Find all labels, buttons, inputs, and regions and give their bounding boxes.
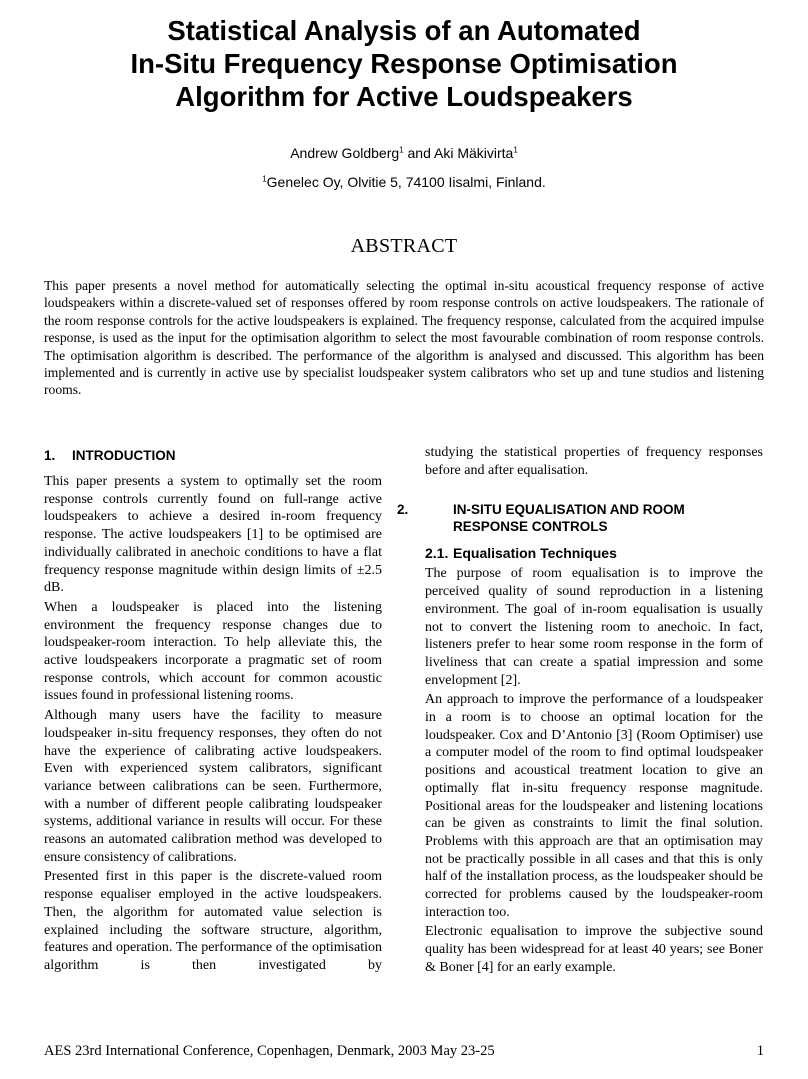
paragraph: This paper presents a system to optimally set the room response controls currently found on full-range active loudspeakers to achieve a desired in-room frequency response. The active loudspeakers [1] to be optimised are individually calibrated in anechoic conditions to have a flat frequency response magnitude within design limits of ±2.5 dB. (44, 474, 382, 596)
paragraph: Electronic equalisation to improve the subjective sound quality has been widespread for at least 40 years; see Boner & Boner [4] for an early example. (425, 924, 763, 975)
paragraph: The purpose of room equalisation is to improve the perceived quality of sound reproduction in a listening environment. The goal of in-room equalisation is usually not to convert the listening room to anechoic. In fact, listeners prefer to hear some room response in the form of liveliness that can create a spatial impression and some envelopment [2]. (425, 566, 763, 688)
title-line-2: In-Situ Frequency Response Optimisation (130, 48, 678, 79)
abstract-heading: ABSTRACT (350, 235, 458, 257)
paragraph: Presented first in this paper is the discrete-valued room response equaliser employed in the active loudspeakers. Then, the algorithm for automated value selection is explained including the software structure, algorithm, features and operation. The performance of the optimisation algorithm is then investigated by (44, 869, 382, 973)
title-line-3: Algorithm for Active Loudspeakers (175, 81, 633, 112)
subsection-title: Equalisation Techniques (453, 545, 617, 562)
author-affiliation-mark: 1 (513, 145, 518, 155)
author-name: Aki Mäkivirta (433, 145, 514, 161)
subsection-number: 2.1. (425, 545, 449, 562)
affiliation-mark: 1 (262, 174, 267, 184)
author-list (0, 144, 808, 162)
section-heading-in-situ-equalisation (397, 501, 763, 535)
section-title-line-1: IN-SITU EQUALISATION AND ROOM (453, 502, 685, 518)
abstract-text: This paper presents a novel method for automatically selecting the optimal in-situ acoustical frequency response of active loudspeakers within a discrete-valued set of responses offered by room response controls on active loudspeakers. The rationale of the room response controls for the active loudspeakers is explained. The frequency response, calculated from the acquired impulse response, is used as the input for the optimisation algorithm to select the most favourable combination of room response controls. The optimisation algorithm is described. The performance of the algorithm is analysed and discussed. This algorithm has been implemented and is currently in active use by specialist loudspeaker system calibrators who set up and tune studios and listening rooms. (44, 278, 764, 398)
author-affiliation-mark: 1 (399, 145, 404, 155)
affiliation (0, 173, 808, 191)
paragraph: Although many users have the facility to measure loudspeaker in-situ frequency responses, they often do not have the experience of calibrating active loudspeakers. Even with experienced system calibrators, significant variance between calibrations can be seen. Furthermore, with a number of different people calibrating loudspeaker systems, additional variance in results will occur. For these reasons an automated calibration method was developed to ensure consistency of calibrations. (44, 708, 382, 865)
page-number: 1 (756, 1043, 764, 1059)
paper-title (40, 14, 768, 113)
section-title: INTRODUCTION (72, 448, 176, 463)
paragraph: An approach to improve the performance of a loudspeaker in a room is to choose an optimal location for the loudspeaker. Cox and D’Antonio [3] (Room Optimiser) use a computer model of the room to find optimal loudspeaker positions and acoustical treatment location to give an optimally flat in-situ frequency response magnitude. Positional areas for the loudspeaker and listening locations can be given as constraints to limit the final solution. Problems with this approach are that an optimisation may not be practically possible in all cases and that this is only half of the installation process, as the loudspeaker should be corrected for problems caused by the loudspeaker-room interaction too. (425, 692, 763, 920)
subsection-heading-equalisation-techniques (425, 544, 763, 562)
affiliation-text: Genelec Oy, Olvitie 5, 74100 Iisalmi, Finland. (266, 174, 546, 190)
author-name: Andrew Goldberg (290, 145, 400, 161)
right-column (397, 444, 763, 979)
conference-info: AES 23rd International Conference, Copenhagen, Denmark, 2003 May 23-25 (44, 1043, 495, 1059)
title-line-1: Statistical Analysis of an Automated (167, 15, 641, 46)
paragraph-continuation: studying the statistical properties of frequency responses before and after equalisation. (425, 445, 763, 478)
paragraph: When a loudspeaker is placed into the listening environment the frequency response changes due to loudspeaker-room interaction. To help alleviate this, the active loudspeakers incorporate a pragmatic set of room response controls, which account for common acoustic issues found in professional listening rooms. (44, 599, 382, 704)
section-title-line-2: RESPONSE CONTROLS (453, 519, 608, 535)
left-column (44, 447, 382, 977)
section-number: 2. (397, 502, 409, 518)
section-number: 1. (44, 448, 56, 463)
author-connector: and (403, 145, 434, 161)
section-heading-introduction (44, 447, 382, 464)
